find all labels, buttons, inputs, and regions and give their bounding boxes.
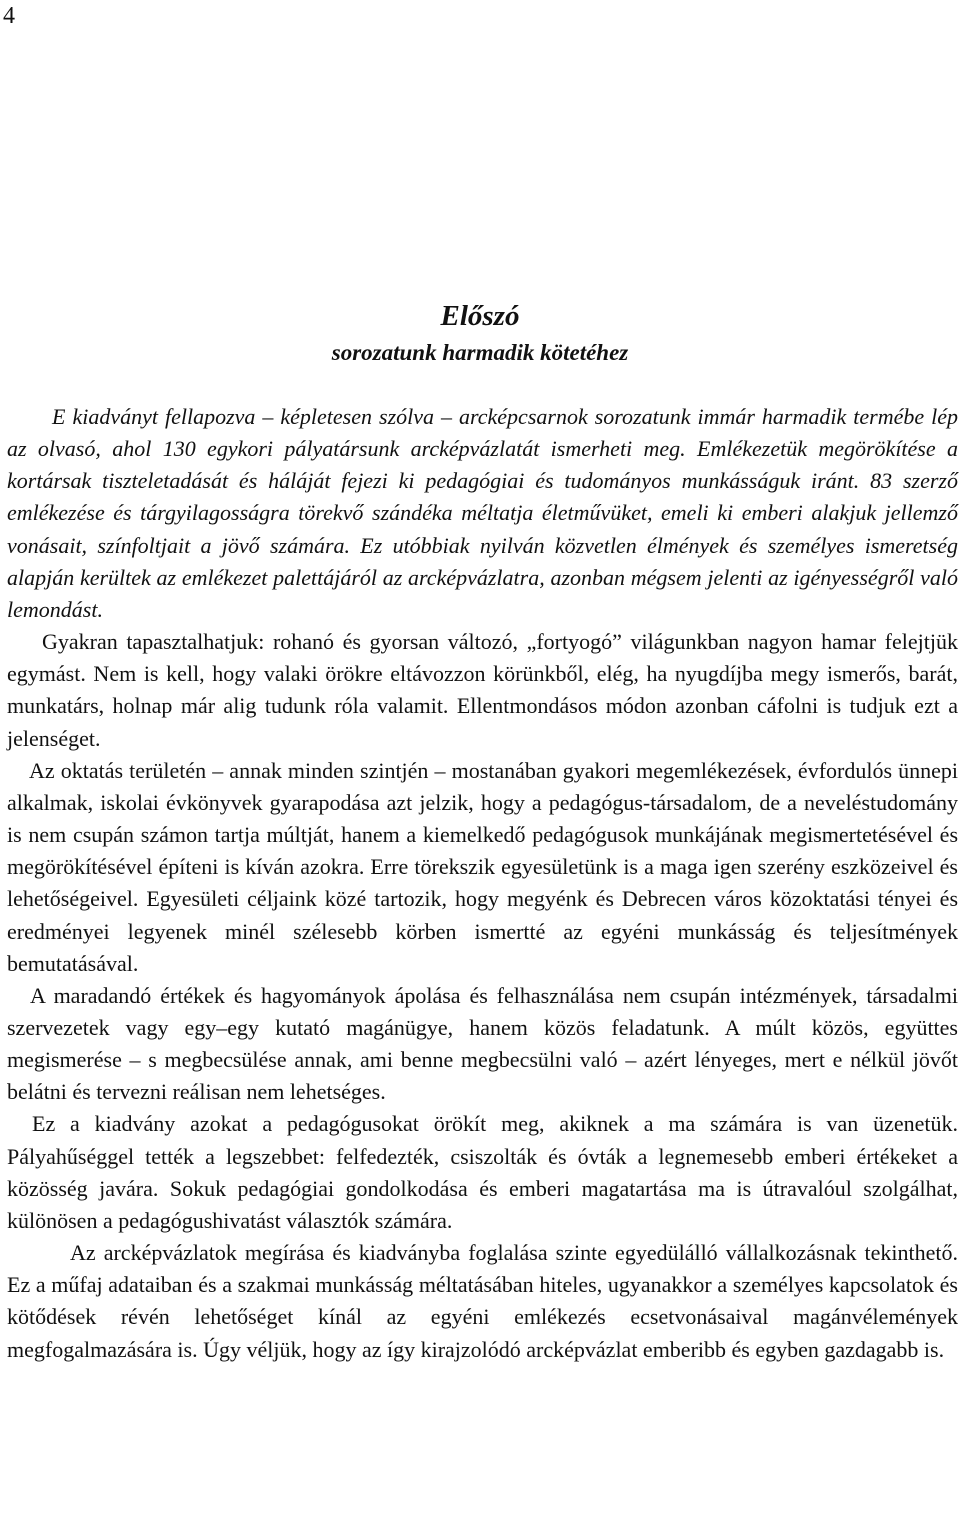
page-title: Előszó <box>440 300 520 332</box>
page-subtitle: sorozatunk harmadik kötetéhez <box>331 340 629 365</box>
paragraph: Ez a kiadvány azokat a pedagógusokat örökít meg, akiknek a ma számára is van üzenetük. Pályahűséggel tették a legszebbet: felfedezték, csiszolták és óvták a legnemesebb emberi értékeket a közösség javára. Sokuk pedagógiai gondolkodása és emberi magatartása ma is útravalóul szolgálhat, különösen a pedagógushivatást választók számára. <box>7 1111 958 1233</box>
paragraph: A maradandó értékek és hagyományok ápolása és felhasználása nem csupán intézmények, társadalmi szervezetek vagy egy–egy kutató magánügye, hanem közös feladatunk. A múlt közös, együttes megismerése – s megbecsülése annak, ami benne megbecsülni való – azért lényeges, mert e nélkül jövőt belátni és tervezni reálisan nem lehetséges. <box>7 982 958 1105</box>
body-text <box>7 401 958 1366</box>
paragraph: Gyakran tapasztalhatjuk: rohanó és gyorsan változó, „fortyogó” világunkban nagyon hamar felejtjük egymást. Nem is kell, hogy valaki örökre eltávozzon körünkből, elég, ha nyugdíjba megy ismerős, barát, munkatárs, holnap már alig tudunk róla valamit. Ellentmondásos módon azonban cáfolni is tudjuk ezt a jelenséget. <box>7 629 958 751</box>
paragraph: Az oktatás területén – annak minden szintjén – mostanában gyakori megemlékezések, évfordulós ünnepi alkalmak, iskolai évkönyvek gyarapodása azt jelzik, hogy a pedagógus-társadalom, de a neveléstudomány is nem csupán számon tartja múltját, hanem a kiemelkedő pedagógusok munkájának megismertetésével és megörökítésével építeni is kíván azokra. Erre törekszik egyesületünk is a maga igen szerény eszközeivel és lehetőségeivel. Egyesületi céljaink közé tartozik, hogy megyénk és Debrecen város közoktatási tényei és eredményei legyenek minél szélesebb körben ismertté az egyéni munkásság és teljesítmények bemutatásával. <box>7 757 958 976</box>
page-number: 4 <box>3 3 15 29</box>
paragraph-intro: E kiadványt fellapozva – képletesen szólva – arcképcsarnok sorozatunk immár harmadik termébe lép az olvasó, ahol 130 egykori pályatársunk arcképvázlatát ismerheti meg. Emlékezetük megörökítése a kortársak tiszteletadását és háláját fejezi ki pedagógiai és tudományos munkásságuk iránt. 83 szerző emlékezése és tárgyilagosságra törekvő szándéka méltatja életművüket, emeli ki emberi alakjuk jellemző vonásait, színfoltjait a jövő számára. Ez utóbbiak nyilván közvetlen élmények és személyes ismeretség alapján kerültek az emlékezet palettájáról az arcképvázlatra, azonban mégsem jelenti az igényességről való lemondást. <box>7 404 958 622</box>
paragraph: Az arcképvázlatok megírása és kiadványba foglalása szinte egyedülálló vállalkozásnak tekinthető. Ez a műfaj adataiban és a szakmai munkásság méltatásában hiteles, ugyanakkor a személyes kapcsolatok és kötődések révén lehetőséget kínál az egyéni emlékezés ecsetvonásaival magánvélemények megfogalmazására is. Úgy véljük, hogy az így kirajzolódó arcképvázlat emberibb és egyben gazdagabb is. <box>7 1240 958 1362</box>
